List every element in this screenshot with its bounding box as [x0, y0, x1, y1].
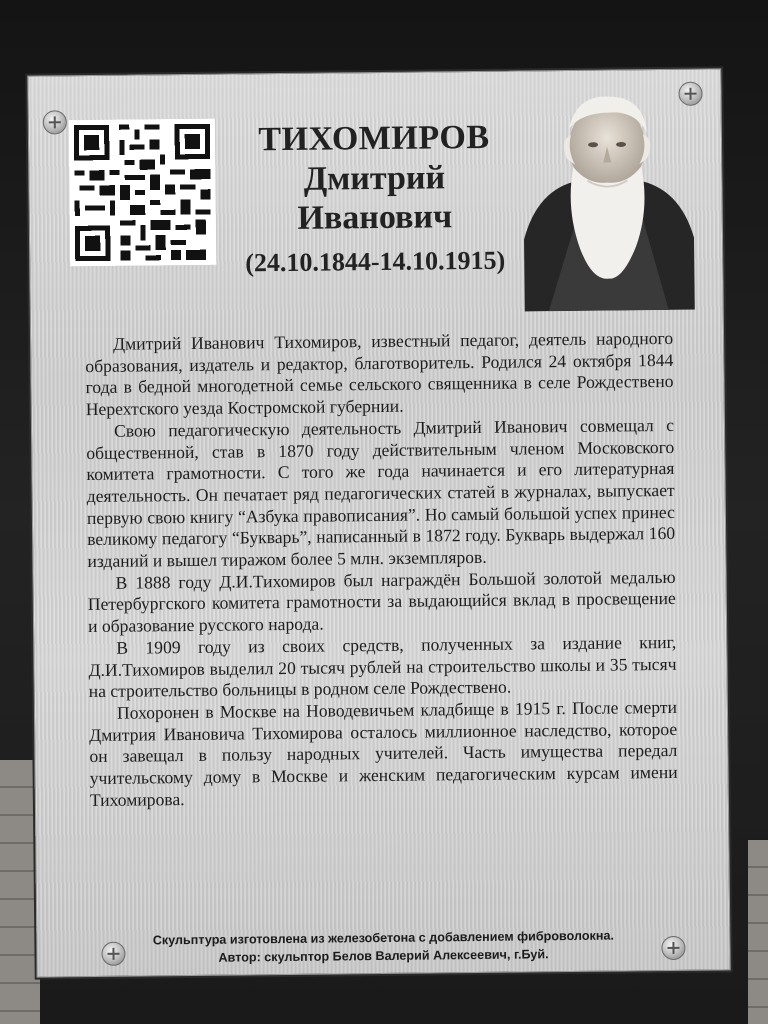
life-dates: (24.10.1844-14.10.1915)	[245, 245, 506, 278]
surname: ТИХОМИРОВ	[258, 118, 490, 159]
patronymic: Иванович	[297, 198, 453, 238]
given-name: Дмитрий	[303, 158, 446, 198]
pavement-right	[748, 840, 768, 1024]
screw-icon	[43, 110, 67, 134]
paragraph: В 1888 году Д.И.Тихомиров был награждён Большой золотой медалью Петербургского комитета грамотности за выдающийся вклад в просвещение и образование русского народа.	[87, 566, 676, 637]
paragraph: Дмитрий Иванович Тихомиров, известный педагог, деятель народного образования, издатель и редактор, благотворитель. Родился 24 октября 1844 года в бедной многодетной семье сельского священника в селе Рождествено Нерехтского уезда Костромской губернии.	[85, 327, 674, 420]
paragraph: В 1909 году из своих средств, полученных за издание книг, Д.И.Тихомиров выделил 20 тысяч рублей на строительство школы и 35 тысяч на строительство больницы в родном селе Рождествено.	[88, 631, 677, 702]
biography-text	[85, 328, 678, 812]
footer-author-line: Автор: скульптор Белов Валерий Алексеевич, г.Буй.	[218, 947, 549, 965]
plaque-title	[219, 119, 531, 277]
footer-material-line: Скульптура изготовлена из железобетона с добавлением фиброволокна.	[152, 928, 614, 948]
qr-code-icon	[69, 119, 217, 267]
paragraph: Похоронен в Москве на Новодевичьем кладбище в 1915 г. После смерти Дмитрия Ивановича Тихомирова осталось миллионное наследство, которое он завещал в пользу народных учителей. Часть имущества передал учительскому дому в Москве и женским педагогическим курсам имени Тихомирова.	[89, 696, 678, 810]
memorial-plaque	[27, 68, 730, 977]
paragraph: Свою педагогическую деятельность Дмитрий Иванович совмещал с общественной, став в 1870 году действительным членом Московского комитета грамотности. С того же года начинается и его литературная деятельность. Он печатает ряд педагогических статей в журналах, выпускает первую свою книгу “Азбука правописания”. Но самый большой успех принес великому педагогу “Букварь”, написанный в 1872 году. Букварь выдержал 160 изданий и вышел тиражом более 5 млн. экземпляров.	[86, 414, 676, 572]
plaque-footer	[67, 926, 699, 969]
portrait-photo	[516, 88, 698, 312]
